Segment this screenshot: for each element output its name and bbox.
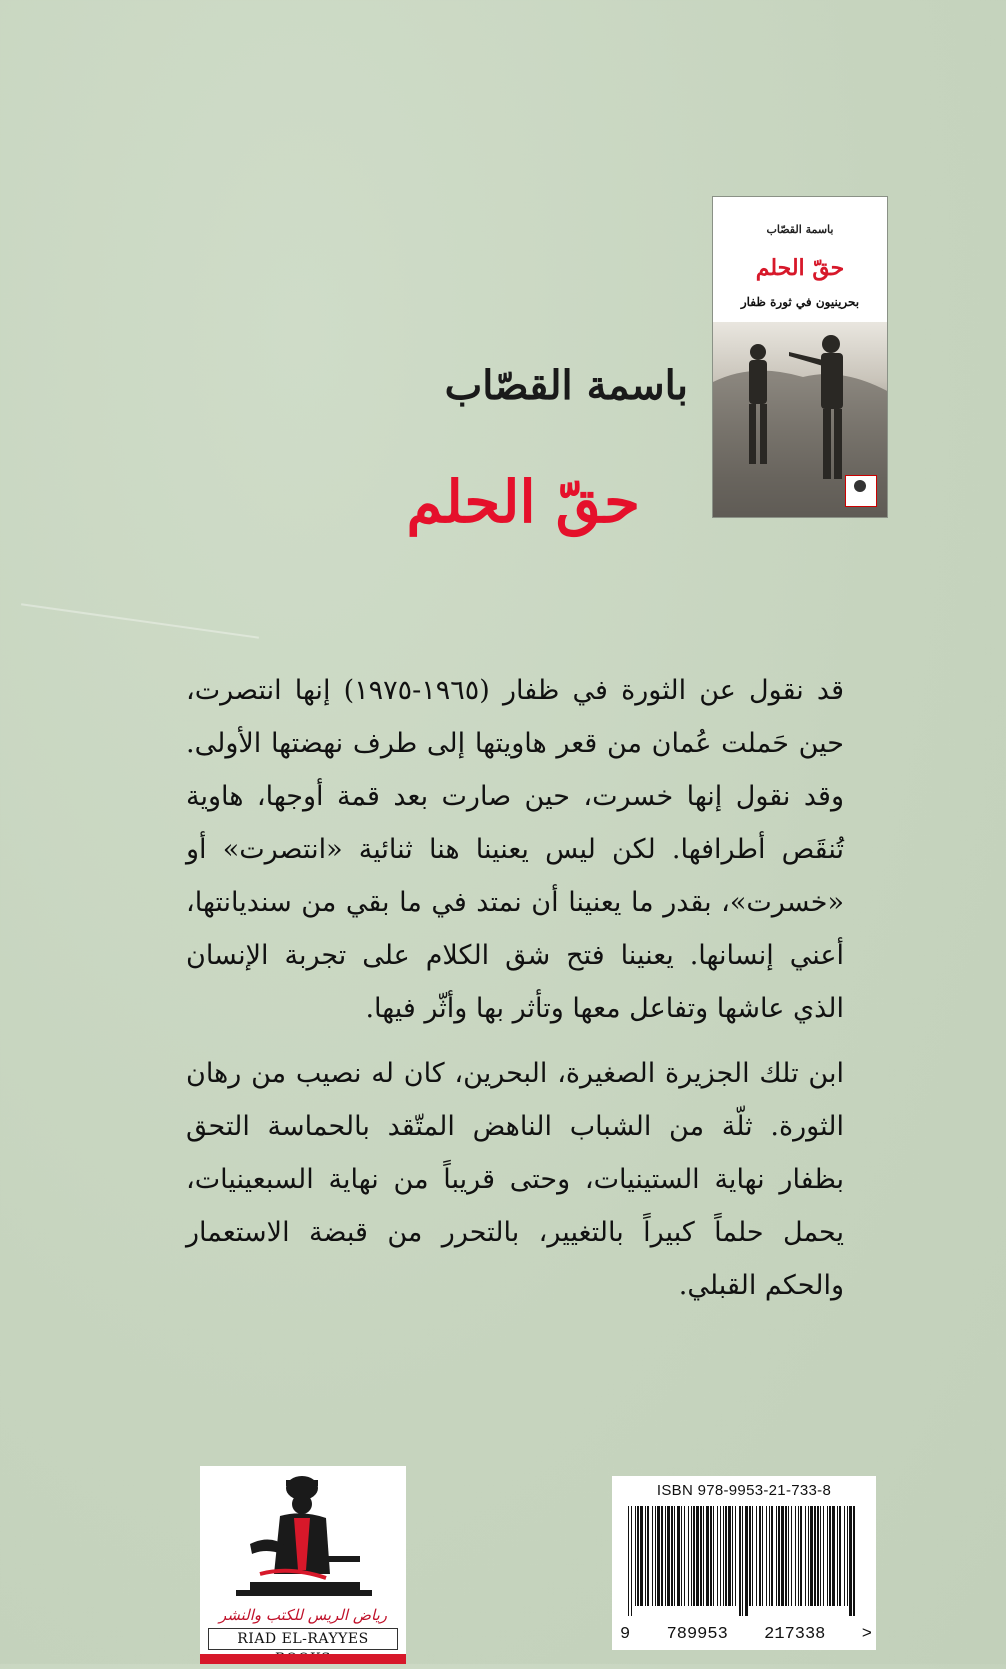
barcode-bar: [631, 1506, 632, 1616]
barcode-bar: [844, 1506, 845, 1606]
barcode-bar: [849, 1506, 852, 1616]
barcode-digits-right: 217338: [764, 1625, 826, 1644]
barcode-bar: [805, 1506, 806, 1606]
barcode-digits: [620, 1625, 872, 1644]
barcode-bar: [820, 1506, 821, 1606]
barcode-quiet-marker: >: [861, 1625, 872, 1644]
barcode-bar: [814, 1506, 816, 1606]
barcode-bar: [745, 1506, 748, 1616]
barcode-bar: [728, 1506, 731, 1606]
book-title: حقّ الحلم: [406, 468, 640, 536]
barcode-bar: [657, 1506, 660, 1606]
barcode-bar: [674, 1506, 675, 1606]
barcode-bar: [713, 1506, 714, 1606]
barcode-bar: [749, 1506, 751, 1606]
blurb-paragraph-1: قد نقول عن الثورة في ظفار (١٩٦٥-١٩٧٥) إنها انتصرت، حين حَملت عُمان من قعر هاويتها إلى طرف نهضتها الأولى. وقد نقول إنها خسرت، حين صارت بعد قمة أوجها، هاوية تُنقَص أطرافها. لكن ليس يعنينا هنا ثنائية «انتصرت» أو «خسرت»، بقدر ما يعنينا أن نمتد في ما بقي من سنديانتها، أعني إنسانها. يعنينا فتح شق الكلام على تجربة الإنسان الذي عاشها وتفاعل معها وتأثر بها وأثّر فيها.: [186, 675, 844, 1024]
barcode-digit-lead: 9: [620, 1625, 631, 1644]
thumbnail-photo: [713, 322, 887, 517]
barcode-bar: [785, 1506, 787, 1606]
barcode-bar: [752, 1506, 753, 1606]
barcode-bar: [766, 1506, 767, 1606]
publisher-figure-icon: [230, 1474, 376, 1604]
publisher-arabic-name: رياض الريس للكتب والنشر: [219, 1606, 387, 1624]
publisher-red-bar: [200, 1654, 406, 1664]
barcode-bar: [808, 1506, 809, 1606]
thumbnail-title: حقّ الحلم: [755, 255, 845, 281]
barcode-bar: [655, 1506, 656, 1606]
barcode-bar: [696, 1506, 699, 1606]
barcode-bar: [717, 1506, 718, 1606]
barcode-bar: [776, 1506, 777, 1606]
barcode-bar: [817, 1506, 819, 1606]
barcode-bar: [791, 1506, 792, 1606]
barcode-bar: [823, 1506, 824, 1606]
isbn-barcode: [612, 1476, 876, 1650]
barcode-bar: [798, 1506, 799, 1606]
barcode-bar: [703, 1506, 704, 1606]
barcode-bar: [735, 1506, 736, 1606]
barcode-bar: [677, 1506, 680, 1606]
barcode-bar: [853, 1506, 855, 1616]
barcode-bar: [800, 1506, 802, 1606]
barcode-bar: [847, 1506, 848, 1606]
thumbnail-author: باسمة القصّاب: [766, 223, 834, 236]
barcode-bar: [778, 1506, 780, 1606]
barcode-bar: [640, 1506, 643, 1606]
surface-scuff: [21, 603, 259, 638]
barcode-bar: [829, 1506, 831, 1606]
barcode-bar: [691, 1506, 692, 1606]
barcode-bar: [693, 1506, 695, 1606]
author-name: باسمة القصّاب: [444, 362, 688, 409]
barcode-bar: [671, 1506, 673, 1606]
barcode-bar: [827, 1506, 828, 1606]
barcode-bar: [700, 1506, 702, 1606]
barcode-bar: [795, 1506, 796, 1606]
barcode-bar: [637, 1506, 639, 1606]
barcode-bar: [706, 1506, 709, 1606]
barcode-bar: [628, 1506, 629, 1616]
barcode-bar: [723, 1506, 724, 1606]
barcode-bar: [769, 1506, 770, 1606]
publisher-logo: [200, 1466, 406, 1664]
barcode-bar: [762, 1506, 763, 1606]
barcode-bar: [810, 1506, 813, 1606]
barcode-bar: [647, 1506, 649, 1606]
barcode-bar: [645, 1506, 646, 1606]
publisher-english-name: RIAD EL-RAYYES: [208, 1628, 398, 1650]
barcode-bar: [788, 1506, 789, 1606]
thumbnail-publisher-logo: [845, 475, 877, 507]
barcode-bar: [781, 1506, 784, 1606]
barcode-bars: [624, 1506, 864, 1616]
barcode-bar: [732, 1506, 733, 1606]
barcode-bar: [635, 1506, 636, 1606]
isbn-label: ISBN 978-9953-21-733-8: [656, 1482, 832, 1499]
barcode-bar: [837, 1506, 838, 1606]
barcode-bar: [665, 1506, 666, 1606]
barcode-bar: [667, 1506, 670, 1606]
barcode-bar: [832, 1506, 835, 1606]
barcode-bar: [710, 1506, 712, 1606]
barcode-bar: [759, 1506, 761, 1606]
barcode-bar: [839, 1506, 841, 1606]
cover-thumbnail: [712, 196, 888, 518]
barcode-bar: [771, 1506, 773, 1606]
blurb-text: [186, 664, 844, 1324]
blurb-paragraph-2: ابن تلك الجزيرة الصغيرة، البحرين، كان له نصيب من رهان الثورة. ثلّة من الشباب الناهض المتّقد بالحماسة التحق بظفار نهاية الستينيات، وحتى قريباً من نهاية السبعينيات، يحمل حلماً كبيراً بالتغيير، بالتحرر من قبضة الاستعمار والحكم القبلي.: [186, 1058, 844, 1301]
barcode-bar: [756, 1506, 757, 1606]
barcode-bar: [688, 1506, 689, 1606]
barcode-bar: [652, 1506, 653, 1606]
barcode-bar: [681, 1506, 682, 1606]
barcode-digits-left: 789953: [666, 1625, 728, 1644]
barcode-bar: [684, 1506, 685, 1606]
thumbnail-subtitle: بحرينيون في ثورة ظفار: [740, 295, 860, 309]
barcode-bar: [739, 1506, 741, 1616]
barcode-bar: [661, 1506, 663, 1606]
barcode-bar: [720, 1506, 721, 1606]
barcode-bar: [742, 1506, 743, 1616]
barcode-bar: [725, 1506, 727, 1606]
